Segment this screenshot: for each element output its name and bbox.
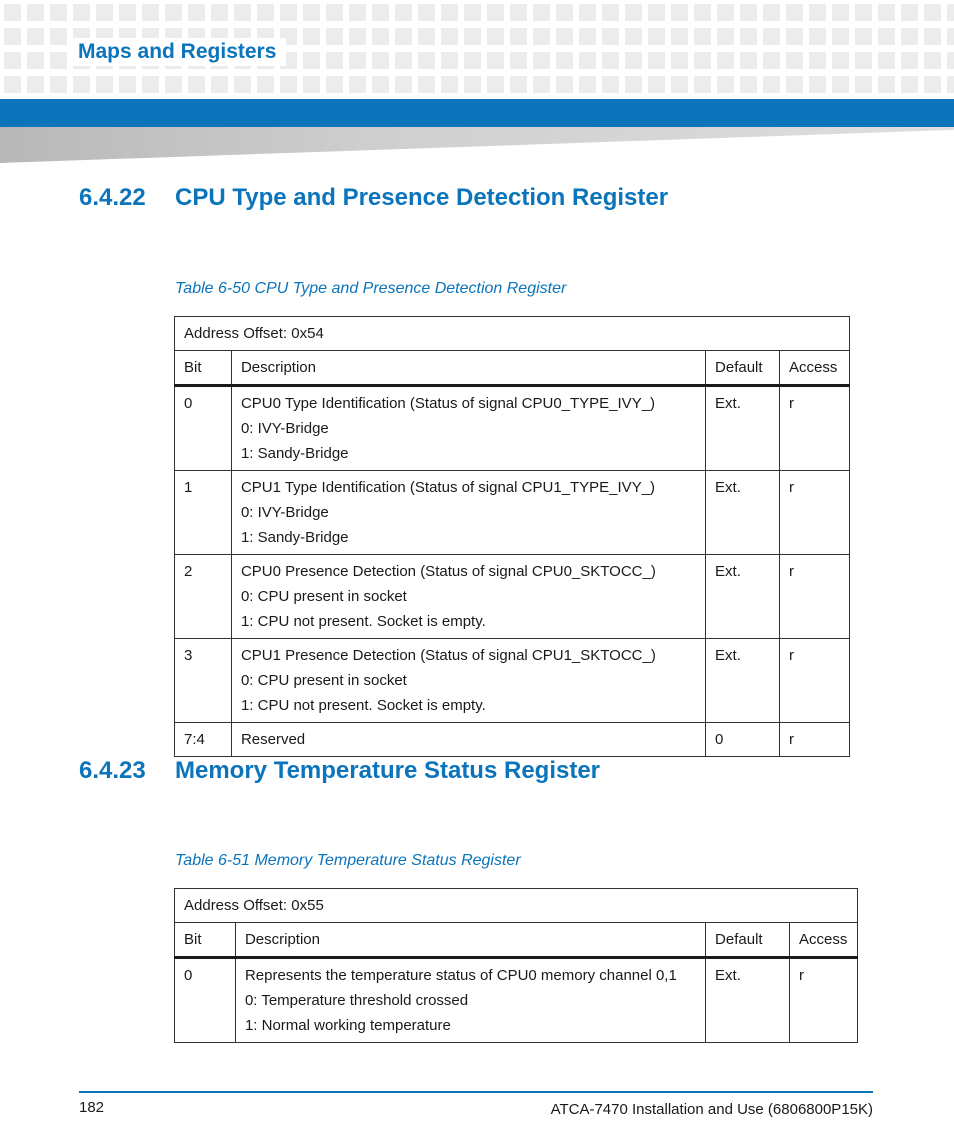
section-heading [79,757,600,785]
column-header: Default [706,351,780,386]
description-line: 0: CPU present in socket [240,672,407,689]
register-table [174,888,858,1043]
table-caption: Table 6-51 Memory Temperature Status Register [175,852,521,869]
table-row [175,958,858,1043]
column-header: Bit [175,923,236,958]
address-row [175,317,850,351]
default-cell: Ext. [706,386,780,471]
bit-cell: 0 [175,386,232,471]
description-line: 0: IVY-Bridge [240,420,329,437]
footer-rule [79,1091,873,1093]
description-line: 1: Sandy-Bridge [240,529,349,546]
description-cell [231,639,705,723]
description-line: 0: Temperature threshold crossed [244,992,469,1009]
access-cell: r [790,958,858,1043]
column-header: Bit [175,351,232,386]
description-line: 0: CPU present in socket [240,588,407,605]
section-number: 6.4.22 [79,184,146,211]
bit-cell: 2 [175,555,232,639]
column-header: Description [231,351,705,386]
register-table [174,316,850,757]
bit-cell: 1 [175,471,232,555]
access-cell: r [779,723,849,757]
description-line: 1: Normal working temperature [244,1017,451,1034]
description-line: 0: IVY-Bridge [240,504,329,521]
access-cell: r [779,471,849,555]
document-title: ATCA-7470 Installation and Use (6806800P15K) [550,1101,873,1118]
description-cell [231,386,705,471]
description-line: Represents the temperature status of CPU0 memory channel 0,1 [244,967,677,984]
section-title: CPU Type and Presence Detection Register [175,184,669,211]
table-row [175,555,850,639]
description-line: 1: CPU not present. Socket is empty. [240,697,486,714]
chapter-title: Maps and Registers [68,38,286,66]
access-cell: r [779,386,849,471]
description-line: 1: Sandy-Bridge [240,445,349,462]
header-grey-wedge [0,127,954,163]
description-cell [231,471,705,555]
table-row [175,386,850,471]
description-line: CPU1 Type Identification (Status of signal CPU1_TYPE_IVY_) [240,479,656,496]
default-cell: Ext. [706,958,790,1043]
access-cell: r [779,555,849,639]
column-header: Access [790,923,858,958]
column-header: Access [779,351,849,386]
address-offset: Address Offset: 0x55 [175,889,858,923]
default-cell: Ext. [706,471,780,555]
description-line: Reserved [240,731,306,748]
bit-cell: 7:4 [175,723,232,757]
access-cell: r [779,639,849,723]
description-cell [231,555,705,639]
section-number: 6.4.23 [79,757,146,784]
description-cell [235,958,705,1043]
table-header-row [175,923,858,958]
header-blue-bar [0,99,954,127]
default-cell: Ext. [706,555,780,639]
bit-cell: 3 [175,639,232,723]
description-line: CPU0 Type Identification (Status of signal CPU0_TYPE_IVY_) [240,395,656,412]
section-title: Memory Temperature Status Register [175,757,601,784]
table-row [175,639,850,723]
table-header-row [175,351,850,386]
table-row [175,723,850,757]
page-number: 182 [79,1099,105,1116]
column-header: Default [706,923,790,958]
address-row [175,889,858,923]
description-line: CPU0 Presence Detection (Status of signal CPU0_SKTOCC_) [240,563,656,580]
description-cell [231,723,705,757]
address-offset: Address Offset: 0x54 [175,317,850,351]
bit-cell: 0 [175,958,236,1043]
table-caption: Table 6-50 CPU Type and Presence Detection Register [175,280,567,297]
description-line: CPU1 Presence Detection (Status of signal CPU1_SKTOCC_) [240,647,656,664]
section-heading [79,184,668,212]
table-row [175,471,850,555]
default-cell: 0 [706,723,780,757]
description-line: 1: CPU not present. Socket is empty. [240,613,486,630]
default-cell: Ext. [706,639,780,723]
column-header: Description [235,923,705,958]
